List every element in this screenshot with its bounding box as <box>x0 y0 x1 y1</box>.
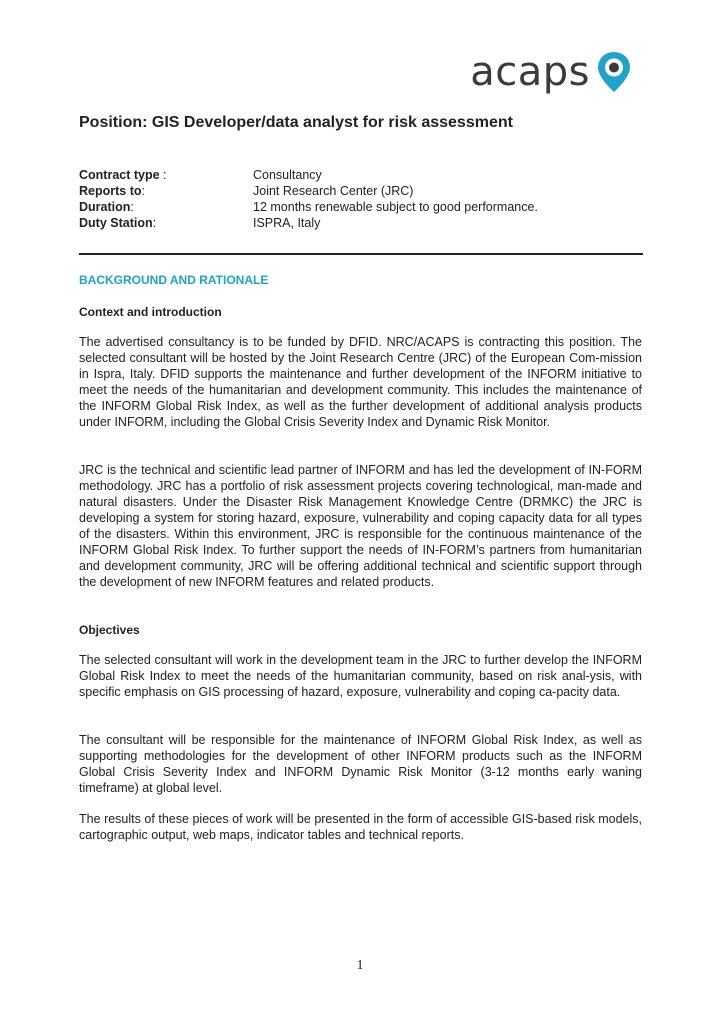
meta-value: Consultancy <box>253 168 322 182</box>
paragraph: The consultant will be responsible for the maintenance of INFORM Global Risk Index, as well as supporting methodologies for the development of other INFORM products such as the INFORM Global Crisis Severity Index and INFORM Dynamic Risk Monitor (3-12 months early waning timeframe) at global level. <box>79 733 642 795</box>
contract-details <box>79 167 538 231</box>
location-pin-icon <box>596 50 632 94</box>
meta-sep: : <box>130 200 134 214</box>
meta-row-reports-to <box>79 183 538 199</box>
paragraph: The results of these pieces of work will be presented in the form of accessible GIS-based risk models, cartographic output, web maps, indicator tables and technical reports. <box>79 812 642 842</box>
page-number: 1 <box>356 958 364 973</box>
meta-label: Reports to <box>79 184 142 198</box>
subheading-objectives: Objectives <box>79 623 140 637</box>
page-title: Position: GIS Developer/data analyst for risk assessment <box>79 114 513 131</box>
subheading-context: Context and introduction <box>79 305 222 319</box>
logo-wordmark: acaps <box>470 49 590 95</box>
meta-value: Joint Research Center (JRC) <box>253 184 414 198</box>
meta-row-duration <box>79 199 538 215</box>
horizontal-divider <box>79 253 643 255</box>
meta-label: Duty Station <box>79 216 153 230</box>
meta-sep: : <box>152 216 157 230</box>
paragraph: The advertised consultancy is to be funded by DFID. NRC/ACAPS is contracting this position. The selected consultant will be hosted by the Joint Research Centre (JRC) of the European Com-mission in Ispra, Italy. DFID supports the maintenance and further development of the INFORM initiative to meet the needs of the humanitarian and development community. This includes the maintenance of the INFORM Global Risk Index, as well as the further development of additional analysis products under INFORM, including the Global Crisis Severity Index and Dynamic Risk Monitor. <box>79 335 642 429</box>
meta-value: 12 months renewable subject to good performance. <box>253 200 538 214</box>
paragraph: The selected consultant will work in the development team in the JRC to further develop the INFORM Global Risk Index to meet the needs of the humanitarian community, based on risk anal-ysis, with specific emphasis on GIS processing of hazard, exposure, vulnerability and coping ca-pacity data. <box>79 653 642 699</box>
meta-row-duty-station <box>79 215 538 231</box>
meta-sep: : <box>159 168 167 182</box>
paragraph: JRC is the technical and scientific lead partner of INFORM and has led the development of IN-FORM methodology. JRC has a portfolio of risk assessment projects covering technological, man-made and natural disasters. Under the Disaster Risk Management Knowledge Centre (DRMKC) the JRC is developing a system for storing hazard, exposure, vulnerability and coping capacity data for all types of the disasters. Within this environment, JRC is responsible for the continuous maintenance of the INFORM Global Risk Index. To further support the needs of IN-FORM’s partners from humanitarian and development community, JRC will be offering additional technical and scientific support through the development of new INFORM features and related products. <box>79 463 642 589</box>
section-heading: BACKGROUND AND RATIONALE <box>79 273 269 287</box>
meta-label: Contract type <box>79 168 160 182</box>
acaps-logo <box>470 50 632 94</box>
meta-sep: : <box>141 184 145 198</box>
meta-label: Duration <box>79 200 131 214</box>
meta-row-contract-type <box>79 167 538 183</box>
meta-value: ISPRA, Italy <box>253 216 321 230</box>
